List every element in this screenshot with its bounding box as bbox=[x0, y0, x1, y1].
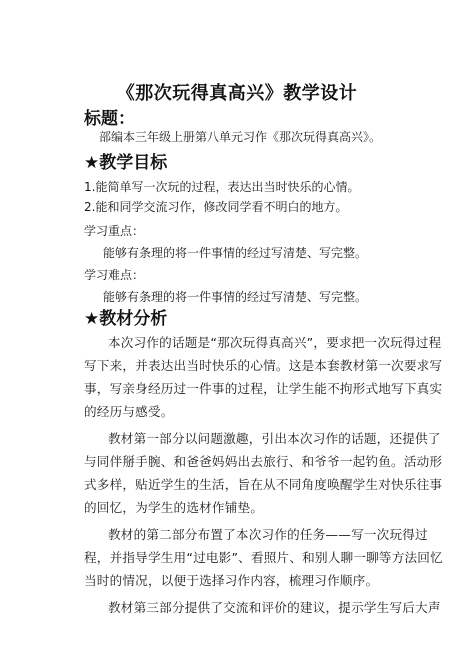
analysis-p3-line-2: 程，并指导学生用“过电影”、看照片、和别人聊一聊等方法回忆 bbox=[84, 550, 443, 565]
subtitle-line: 部编本三年级上册第八单元习作《那次玩得真高兴》。 bbox=[99, 130, 382, 144]
section-heading-analysis: ★教材分析 bbox=[84, 309, 168, 329]
document-title: 《那次玩得真高兴》教学设计 bbox=[116, 83, 358, 104]
difficulty-label: 学习难点： bbox=[84, 268, 145, 282]
section-heading-goals: ★教学目标 bbox=[84, 153, 168, 173]
difficulty-text: 能够有条理的将一件事情的经过写清楚、写完整。 bbox=[103, 290, 368, 304]
analysis-p1-line-1: 本次习作的话题是“那次玩得真高兴”，要求把一次玩得过程 bbox=[108, 335, 442, 350]
goal-item-1: 1.能简单写一次玩的过程，表达出当时快乐的心情。 bbox=[84, 180, 360, 194]
analysis-p2-line-2: 与同伴掰手腕、和爸爸妈妈出去旅行、和爷爷一起钓鱼。活动形 bbox=[84, 454, 443, 469]
analysis-p1-line-3: 事，写亲身经历过一件事的过程，让学生能不拘形式地写下真实 bbox=[84, 381, 443, 396]
analysis-p3-line-3: 当时的情况，以便于选择习作内容，梳理习作顺序。 bbox=[84, 573, 379, 588]
analysis-p1-line-2: 写下来，并表达出当时快乐的心情。这是本套教材第一次要求写 bbox=[84, 358, 443, 373]
heading-label: 标题： bbox=[84, 109, 135, 129]
analysis-p3-line-1: 教材的第二部分布置了本次习作的任务——写一次玩得过 bbox=[108, 527, 428, 542]
key-point-text: 能够有条理的将一件事情的经过写清楚、写完整。 bbox=[103, 246, 368, 260]
analysis-p1-line-4: 的经历与感受。 bbox=[84, 404, 174, 419]
key-point-label: 学习重点： bbox=[84, 224, 145, 238]
analysis-p2-line-1: 教材第一部分以问题激趣，引出本次习作的话题，还提供了 bbox=[108, 431, 441, 446]
analysis-p4-line-1: 教材第三部分提供了交流和评价的建议，提示学生写后大声 bbox=[108, 600, 441, 615]
goal-item-2: 2.能和同学交流习作，修改同学看不明白的地方。 bbox=[84, 200, 348, 214]
analysis-p2-line-3: 式多样，贴近学生的生活，旨在从不同角度唤醒学生对快乐往事 bbox=[84, 477, 443, 492]
analysis-p2-line-4: 的回忆，为学生的选材作铺垫。 bbox=[84, 500, 264, 515]
